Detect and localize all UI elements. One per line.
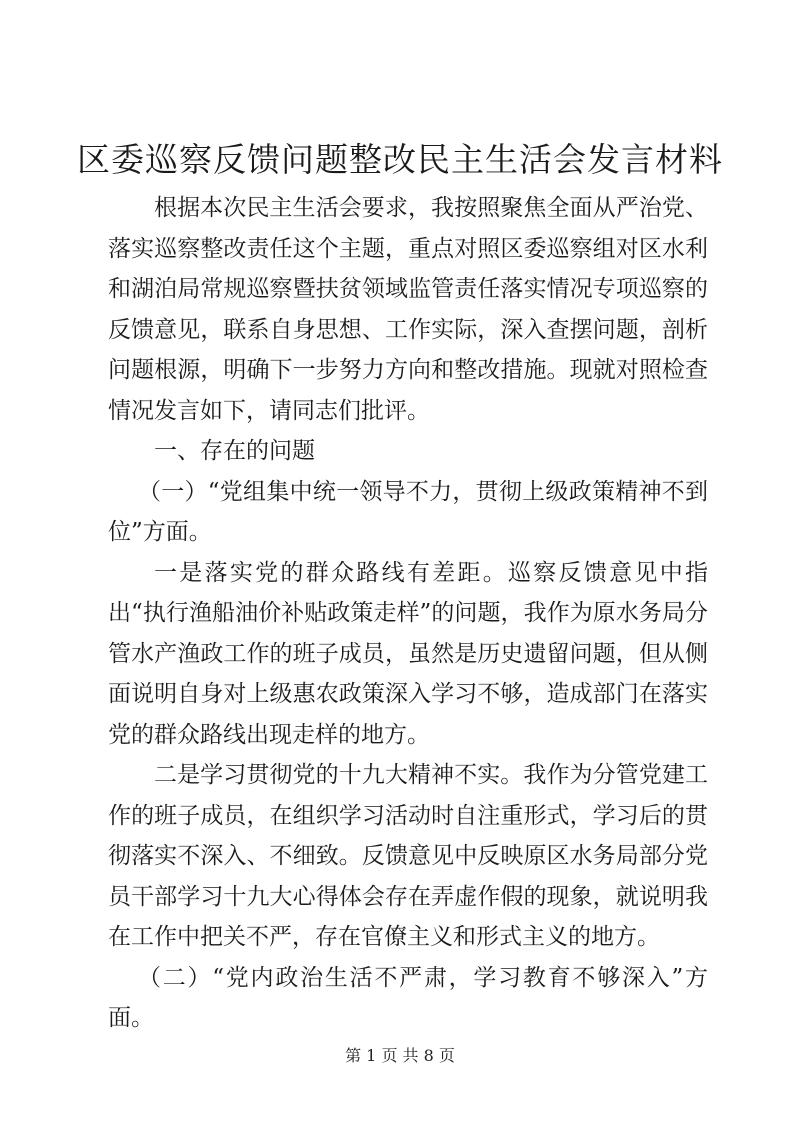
subsection-heading-2: （二）“党内政治生活不严肃，学习教育不够深入”方面。 xyxy=(108,964,708,1031)
subsection-heading-1: （一）“党组集中统一领导不力，贯彻上级政策精神不到位”方面。 xyxy=(108,478,708,545)
page-footer: 第 1 页 共 8 页 xyxy=(345,1046,455,1065)
document-body xyxy=(108,188,708,1039)
section-heading-problems: 一、存在的问题 xyxy=(154,438,315,464)
problem-paragraph-2: 二是学习贯彻党的十九大精神不实。我作为分管党建工作的班子成员，在组织学习活动时自注重形式，学习后的贯彻落实不深入、不细致。反馈意见中反映原区水务局部分党员干部学习十九大心得体会存在弄虚作假的现象，就说明我在工作中把关不严，存在官僚主义和形式主义的地方。 xyxy=(108,762,708,950)
document-title: 区委巡察反馈问题整改民主生活会发言材料 xyxy=(77,140,723,179)
intro-paragraph: 根据本次民主生活会要求，我按照聚焦全面从严治党、落实巡察整改责任这个主题，重点对照区委巡察组对区水利和湖泊局常规巡察暨扶贫领域监管责任落实情况专项巡察的反馈意见，联系自身思想、工作实际，深入查摆问题，剖析问题根源，明确下一步努力方向和整改措施。现就对照检查情况发言如下，请同志们批评。 xyxy=(108,195,708,424)
problem-paragraph-1: 一是落实党的群众路线有差距。巡察反馈意见中指出“执行渔船油价补贴政策走样”的问题，我作为原水务局分管水产渔政工作的班子成员，虽然是历史遗留问题，但从侧面说明自身对上级惠农政策深入学习不够，造成部门在落实党的群众路线出现走样的地方。 xyxy=(108,559,708,748)
